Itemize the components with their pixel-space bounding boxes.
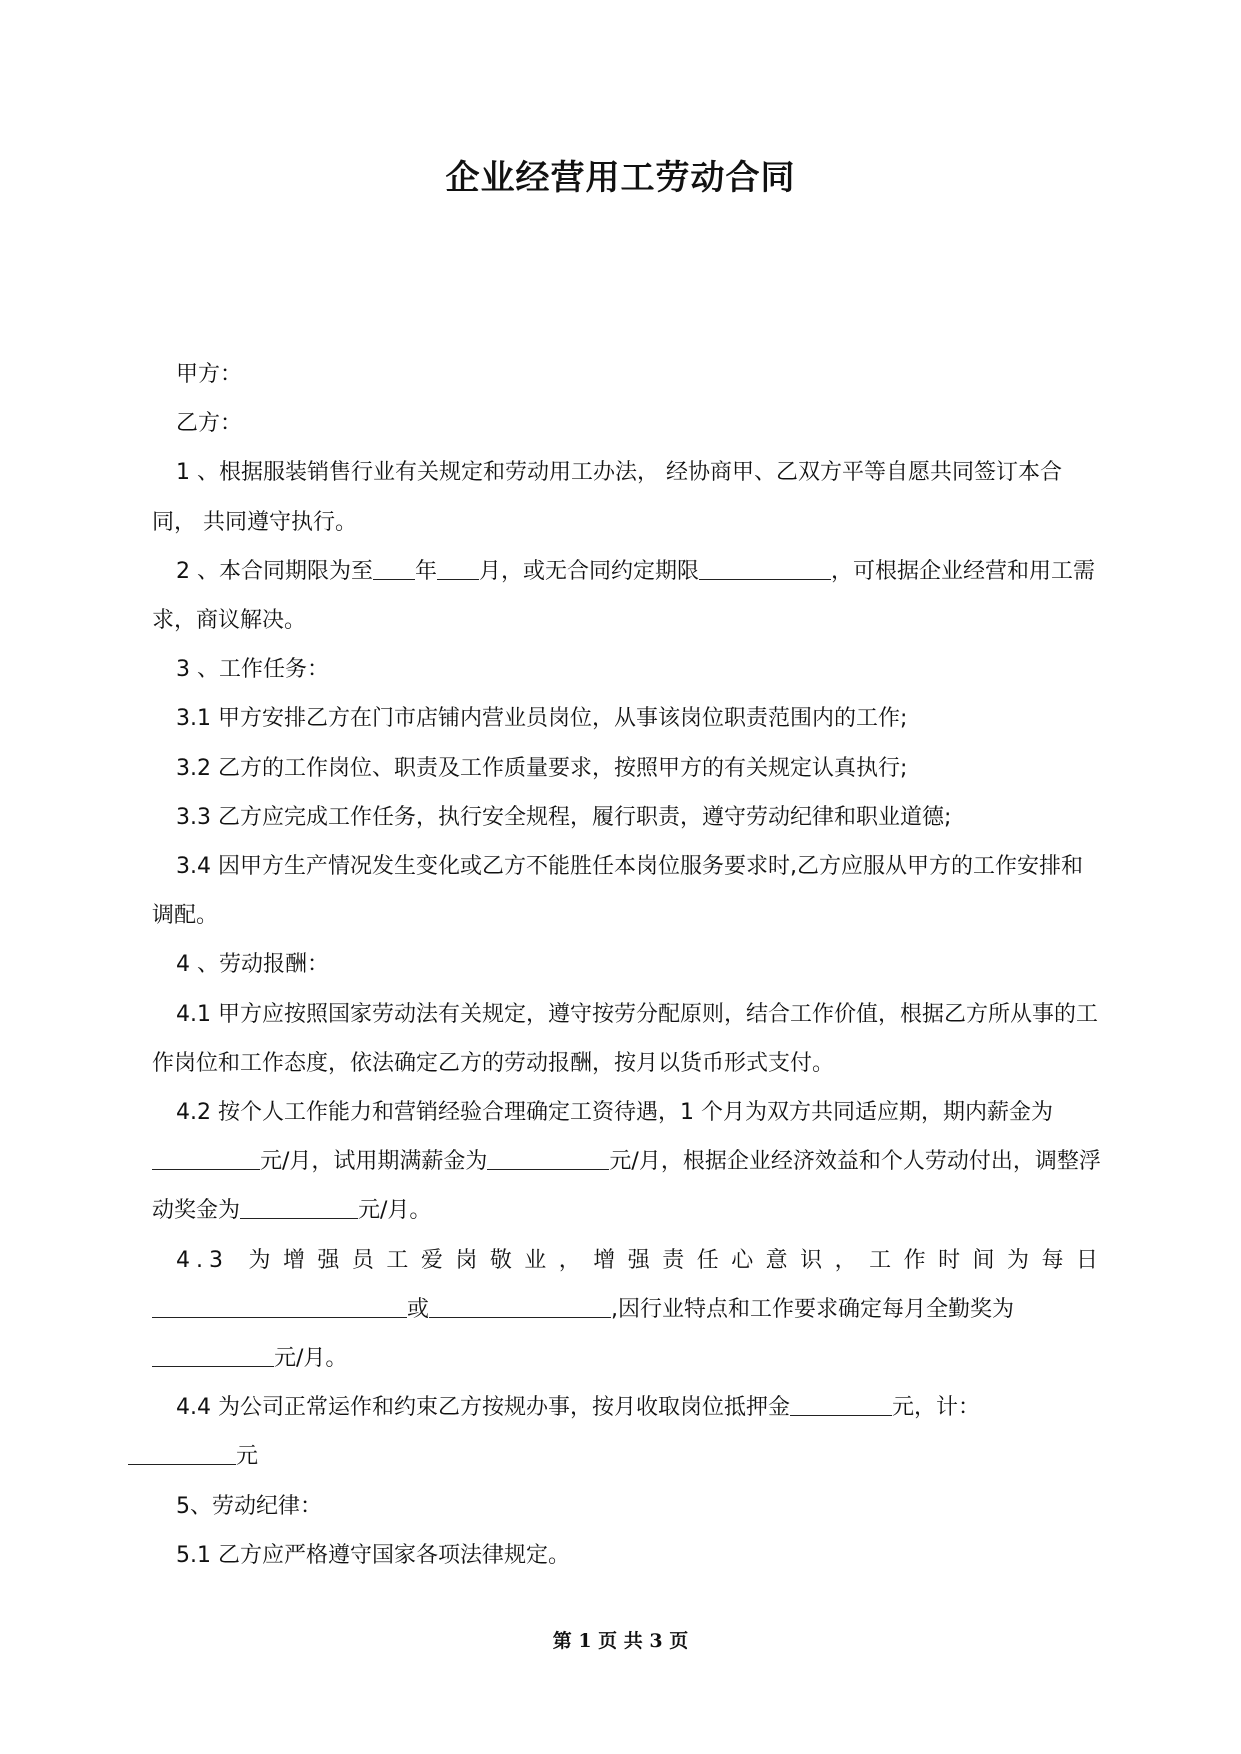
clause-3-1: 3.1 甲方安排乙方在门市店铺内营业员岗位，从事该岗位职责范围内的工作; xyxy=(176,706,908,732)
clause-4-2-text-c: 元/月，根据企业经济效益和个人劳动付出，调整浮动奖金为 xyxy=(152,1149,1101,1224)
clause-2 xyxy=(152,547,1104,645)
blank-deposit-field[interactable] xyxy=(790,1391,892,1416)
party-a-line: 甲方： xyxy=(176,362,243,387)
clause-5: 5、劳动纪律： xyxy=(176,1493,322,1519)
clause-4-2-text-a: 4.2 按个人工作能力和营销经验合理确定工资待遇，1 个月为双方共同适应期，期内薪金为 xyxy=(176,1100,1053,1126)
clause-2-text-b: 年 xyxy=(415,558,438,584)
blank-bonus-field[interactable] xyxy=(240,1194,358,1219)
clause-4-4-text-c: 元 xyxy=(236,1444,259,1470)
clause-4-4-text-a: 4.4 为公司正常运作和约束乙方按规办事，按月收取岗位抵押金 xyxy=(176,1395,790,1421)
clause-3-2: 3.2 乙方的工作岗位、职责及工作质量要求，按照甲方的有关规定认真执行; xyxy=(176,755,908,781)
contract-body xyxy=(152,350,1104,1580)
clause-1: 1 、根据服装销售行业有关规定和劳动用工办法， 经协商甲、乙双方平等自愿共同签订本合同， 共同遵守执行。 xyxy=(152,460,1062,535)
clause-4-2-text-d: 元/月。 xyxy=(358,1198,432,1224)
document-title: 企业经营用工劳动合同 xyxy=(445,158,796,198)
clause-4-4-text-b: 元，计： xyxy=(891,1395,980,1421)
clause-2-text-c: 月，或无合同约定期限 xyxy=(479,558,700,584)
page-number: 第 1 页 共 3 页 xyxy=(552,1630,689,1652)
party-b-line: 乙方： xyxy=(176,411,243,437)
clause-3-3: 3.3 乙方应完成工作任务，执行安全规程，履行职责，遵守劳动纪律和职业道德; xyxy=(176,804,952,830)
blank-attendance-bonus-field[interactable] xyxy=(152,1342,274,1367)
clause-4-3-text-c: ,因行业特点和工作要求确定每月全勤奖为 xyxy=(611,1296,1015,1322)
clause-5-1: 5.1 乙方应严格遵守国家各项法律规定。 xyxy=(176,1542,570,1568)
clause-4-4 xyxy=(152,1383,1104,1481)
clause-2-text-a: 2 、本合同期限为至 xyxy=(176,558,373,584)
clause-4-3-text-b: 或 xyxy=(407,1296,430,1322)
blank-month-field[interactable] xyxy=(437,555,479,580)
blank-term-field[interactable] xyxy=(699,555,831,580)
blank-work-hours-field-1[interactable] xyxy=(152,1293,407,1318)
clause-4-2 xyxy=(152,1088,1104,1236)
clause-4-3-line-2 xyxy=(152,1285,1104,1383)
blank-deposit-total-field[interactable] xyxy=(128,1440,236,1465)
blank-work-hours-field-2[interactable] xyxy=(429,1293,611,1318)
clause-2-text-d: ，可根据企业经营和用工需求，商议解决。 xyxy=(152,558,1096,634)
blank-probation-salary-field[interactable] xyxy=(152,1145,260,1170)
clause-4-2-text-b: 元/月，试用期满薪金为 xyxy=(260,1149,488,1175)
clause-4-1: 4.1 甲方应按照国家劳动法有关规定，遵守按劳分配原则，结合工作价值，根据乙方所从事的工作岗位和工作态度，依法确定乙方的劳动报酬，按月以货币形式支付。 xyxy=(152,1001,1098,1076)
clause-4-3-line-1 xyxy=(152,1236,1104,1285)
clause-3: 3 、工作任务： xyxy=(176,657,329,683)
blank-regular-salary-field[interactable] xyxy=(487,1145,609,1170)
clause-4-3-text-a: 4.3 为增强员工爱岗敬业，增强责任心意识，工作时间为每日 xyxy=(176,1247,1104,1273)
clause-3-4: 3.4 因甲方生产情况发生变化或乙方不能胜任本岗位服务要求时,乙方应服从甲方的工作安排和调配。 xyxy=(152,854,1083,929)
clause-4-3-text-d: 元/月。 xyxy=(274,1346,348,1372)
clause-4: 4 、劳动报酬： xyxy=(176,952,329,978)
blank-year-field[interactable] xyxy=(373,555,415,580)
